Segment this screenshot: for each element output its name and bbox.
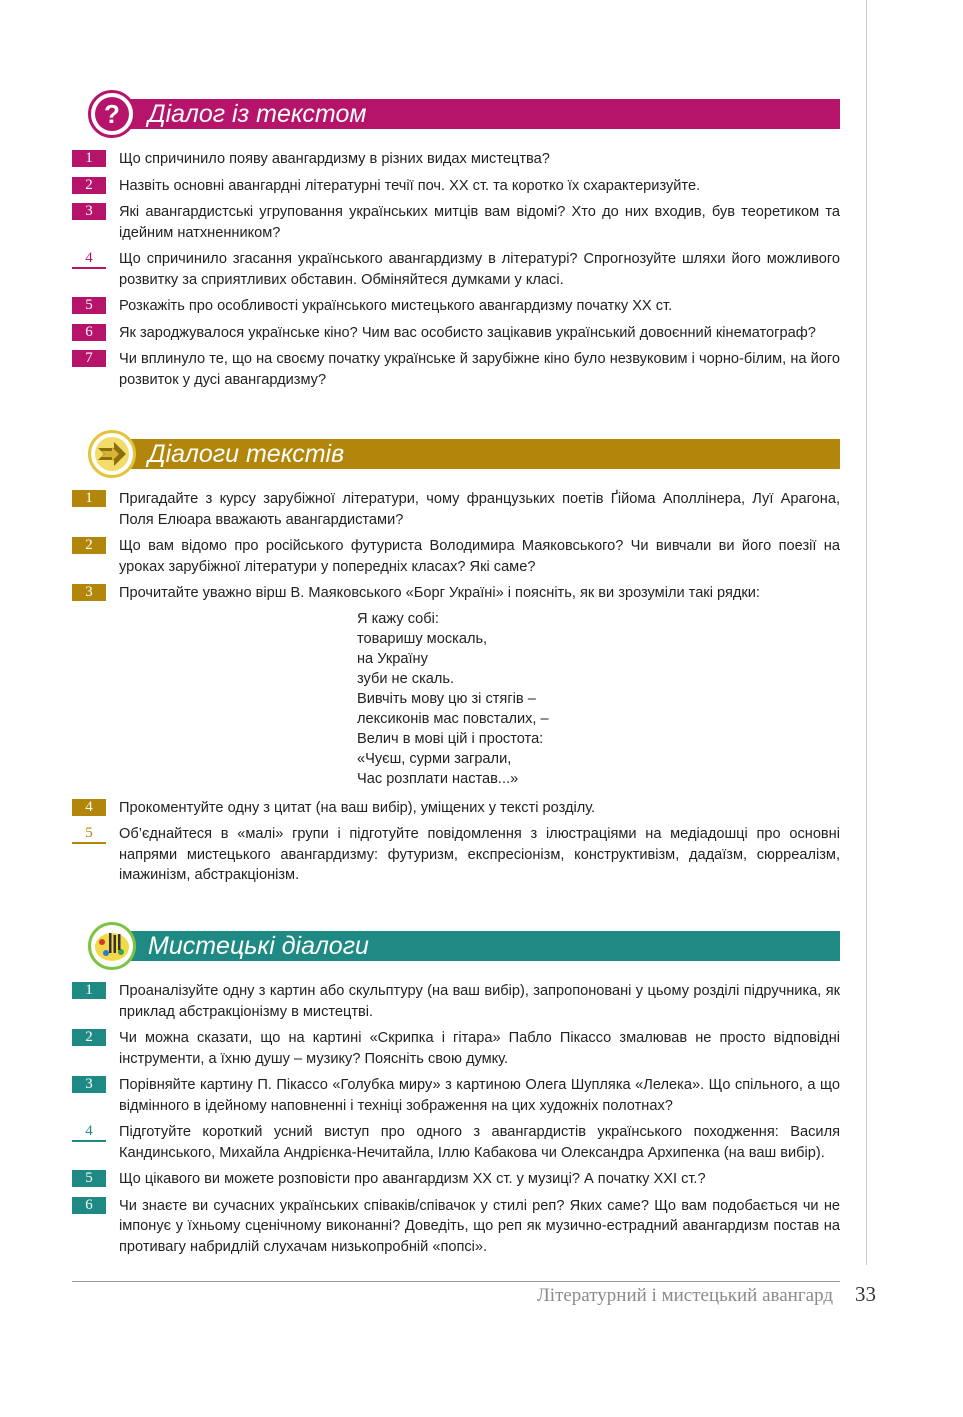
- item-number: 3: [72, 203, 106, 220]
- section-dialog-with-text: [72, 99, 840, 396]
- item-number: 1: [72, 982, 106, 999]
- list-item: [72, 296, 840, 317]
- list-item: [72, 149, 840, 170]
- item-text: Як зароджувалося українське кіно? Чим вас особисто зацікавив український довоєнний кінематограф?: [119, 324, 816, 341]
- list-item: [72, 536, 840, 577]
- list-item: [72, 1122, 840, 1163]
- item-text: Чи можна сказати, що на картині «Скрипка і гітара» Пабло Пікассо змалював не просто відповідні інструменти, а їхню душу – музику? Поясніть свою думку.: [119, 1030, 840, 1067]
- poem-line: Вивчіть мову цю зі стягів –: [357, 690, 536, 707]
- section-banner: [104, 99, 840, 129]
- section-banner: [120, 931, 840, 961]
- item-number: 6: [72, 1197, 106, 1214]
- section-dialogs-of-texts: [72, 439, 840, 892]
- item-number: 4: [72, 1123, 106, 1142]
- section-banner: [120, 439, 840, 469]
- poem-line: на Україну: [357, 650, 428, 667]
- item-text: Об’єднайтеся в «малі» групи і підготуйте повідомлення з ілюстраціями на медіадошці про основні напрями мистецького авангардизму: футуризм, експресіонізм, конструктивізм, дадаїзм, сюрреалізм, імажинізм, абстракціонізм.: [119, 826, 840, 883]
- list-item: [72, 323, 840, 344]
- item-text: Які авангардистські угруповання українських митців вам відомі? Хто до них входив, був теоретиком та ідейним натхненником?: [119, 204, 840, 241]
- item-number: 6: [72, 324, 106, 341]
- list-item: [72, 1196, 840, 1258]
- item-number: 4: [72, 799, 106, 816]
- poem-line: Велич в мові цій і простота:: [357, 730, 544, 747]
- item-number: 3: [72, 584, 106, 601]
- list-item: [72, 249, 840, 290]
- list-item: [72, 583, 840, 604]
- poem-quote: [357, 609, 840, 789]
- footer-divider: [72, 1281, 840, 1282]
- item-number: 2: [72, 1029, 106, 1046]
- item-text: Назвіть основні авангардні літературні течії поч. ХХ ст. та коротко їх схарактеризуйте.: [119, 177, 701, 194]
- list-item: [72, 349, 840, 390]
- list-item: [72, 824, 840, 886]
- item-text: Розкажіть про особливості українського мистецького авангардизму початку ХХ ст.: [119, 298, 673, 314]
- list-item: [72, 1028, 840, 1069]
- item-number: 7: [72, 350, 106, 367]
- item-text: Що вам відомо про російського футуриста Володимира Маяковського? Чи вивчали ви його поезії на уроках зарубіжної літератури у попередніх класах? Які саме?: [119, 538, 840, 575]
- list-item: [72, 202, 840, 243]
- svg-text:?: ?: [104, 99, 120, 129]
- list-item: [72, 1169, 840, 1190]
- item-number: 3: [72, 1076, 106, 1093]
- poem-line: товаришу москаль,: [357, 630, 488, 647]
- arrows-icon: [88, 430, 136, 478]
- item-text: Чи вплинуло те, що на своєму початку українське й зарубіжне кіно було незвуковим і чорно-білим, на його розвиток у дусі авангардизму?: [119, 351, 840, 388]
- page-number: 33: [855, 1282, 876, 1306]
- item-text: Що цікавого ви можете розповісти про авангардизм ХХ ст. у музиці? А початку ХХІ ст.?: [119, 1171, 706, 1187]
- item-number: 2: [72, 537, 106, 554]
- item-text: Порівняйте картину П. Пікассо «Голубка миру» з картиною Олега Шупляка «Лелека». Що спільного, а що відмінного в ідейному наповненні і техніці зображення на цих художніх полотнах?: [119, 1077, 840, 1114]
- list-item: [72, 176, 840, 197]
- question-mark-icon: [88, 90, 136, 138]
- poem-line: Я кажу собі:: [357, 610, 439, 627]
- item-number: 1: [72, 490, 106, 507]
- section-title: Мистецькі діалоги: [148, 932, 369, 960]
- palette-icon: [88, 922, 136, 970]
- list-item: [72, 489, 840, 530]
- item-text: Проаналізуйте одну з картин або скульптуру (на ваш вибір), запропоновані у цьому розділі підручника, як приклад абстракціонізму в мистецтві.: [119, 983, 840, 1020]
- item-text: Що спричинило появу авангардизму в різних видах мистецтва?: [119, 151, 550, 167]
- margin-rule: [866, 0, 867, 1265]
- poem-line: Час розплати настав...»: [357, 770, 519, 787]
- item-number: 5: [72, 1170, 106, 1187]
- list-item: [72, 798, 840, 819]
- item-number: 5: [72, 297, 106, 314]
- section-art-dialogs: [72, 931, 840, 1263]
- item-number: 1: [72, 150, 106, 167]
- section-title: Діалог із текстом: [148, 100, 367, 128]
- item-number: 4: [72, 250, 106, 269]
- list-item: [72, 1075, 840, 1116]
- item-text: Підготуйте короткий усний виступ про одного з авангардистів українського походження: Василя Кандинського, Михайла Андрієнка-Нечитайла, Іллю Кабакова чи Олександра Архипенка (на ваш вибір).: [119, 1124, 840, 1161]
- poem-line: лексиконів мас повсталих, –: [357, 710, 549, 727]
- poem-line: «Чуєш, сурми заграли,: [357, 750, 512, 767]
- item-number: 5: [72, 825, 106, 844]
- item-text: Що спричинило згасання українського авангардизму в літературі? Спрогнозуйте шляхи його можливого розвитку за сприятливих обставин. Обміняйтеся думками у класі.: [119, 251, 840, 288]
- item-text: Чи знаєте ви сучасних українських співаків/співачок у стилі реп? Яких саме? Що вам подобається чи не імпонує у їхньому сценічному виконанні? Доведіть, що реп як музично-естрадний авангардизм постав на противагу набридлій слухачам низькопробній «попсі».: [119, 1197, 840, 1255]
- list-item: [72, 981, 840, 1022]
- poem-line: зуби не скаль.: [357, 670, 455, 687]
- running-footer-title: Літературний і мистецький авангард: [536, 1285, 833, 1306]
- item-text: Прокоментуйте одну з цитат (на ваш вибір), уміщених у тексті розділу.: [119, 799, 596, 816]
- item-number: 2: [72, 177, 106, 194]
- section-title: Діалоги текстів: [148, 440, 345, 468]
- item-text: Прочитайте уважно вірш В. Маяковського «Борг Україні» і поясніть, як ви зрозуміли такі рядки:: [119, 585, 760, 601]
- item-text: Пригадайте з курсу зарубіжної літератури, чому французьких поетів Ґійома Аполлінера, Луї Арагона, Поля Елюара вважають авангардистами?: [119, 491, 840, 528]
